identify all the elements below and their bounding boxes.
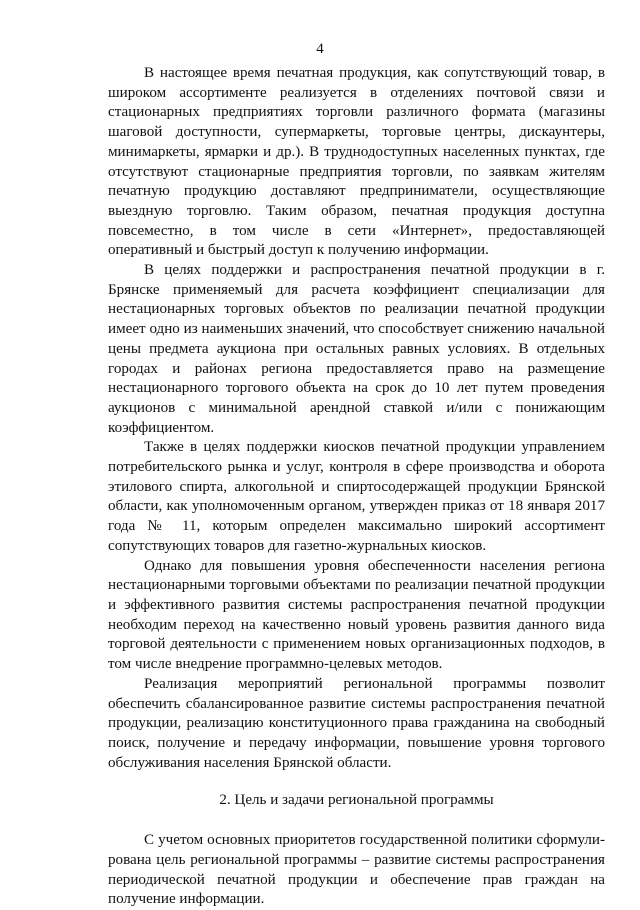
paragraph-program-outcome: Реализация мероприятий региональной программы позволит обеспечить сбалансированное развитие системы распространения печатной продукции, реализацию конституционного права гражданина на свободный поиск, получение и передачу информации, повышение уровня торгового обслуживания населения Брянской области. bbox=[108, 675, 605, 771]
paragraph-print-availability: В настоящее время печатная продукция, как сопутствующий товар, в широком ассортименте реализуется в отделениях почтовой связи и стационарных предприятиях торговли различного формата (магазины шаговой доступности, супермаркеты, торговые центры, дискаунтеры, минимаркеты, ярмарки и др.). В труднодоступных населенных пунктах, где отсутствуют стационарные предприятия торговли, по заявкам жителям печатную продукцию доставляют предприниматели, осуществляющие выездную торговлю. Таким образом, печатная продукция доступна повсеместно, в том числе в сети «Интернет», предоставляющей оперативный и быстрый доступ к получению информации. bbox=[108, 65, 605, 259]
paragraph-program-goal: С учетом основных приоритетов государственной политики сформулирована цель региональной программы – развитие системы распространения периодической печатной продукции и обеспечение прав граждан на получение информации. bbox=[108, 832, 605, 908]
page-number: 4 bbox=[316, 41, 324, 57]
document-body bbox=[108, 64, 605, 910]
paragraph-kiosk-assortment: Также в целях поддержки киосков печатной продукции управлением потребительского рынка и услуг, контроля в сфере производства и оборота этилового спирта, алкогольной и спиртосодержащей продукции Брянской области, как уполномоченным органом, утвержден приказ от 18 января 2017 года № 11, которым определен максимально широкий ассортимент сопутствующих товаров для газетно-журнальных киосков. bbox=[108, 439, 605, 554]
paragraph-new-approach: Однако для повышения уровня обеспеченности населения региона нестационарными торговыми объектами по реализации печатной продукции и эффективного развития системы распространения печатной продукции необходим переход на качественно новый уровень развития данного вида торговой деятельности с применением новых организационных подходов, в том числе внедрение программно-целевых методов. bbox=[108, 557, 605, 673]
section-heading: 2. Цель и задачи региональной программы bbox=[219, 792, 494, 809]
paragraph-support-bryansk: В целях поддержки и распространения печатной продукции в г. Брянске применяемый для расчета коэффициент специализации для нестационарных торговых объектов по реализации печатной продукции имеет одно из наименьших значений, что способствует снижению начальной цены предмета аукциона при остальных равных условиях. В отдельных городах и районах региона предоставляется право на размещение нестационарного торгового объекта на срок до 10 лет путем проведения аукционов с минимальной арендной ставкой и/или с понижающим коэффициентом. bbox=[108, 262, 605, 436]
